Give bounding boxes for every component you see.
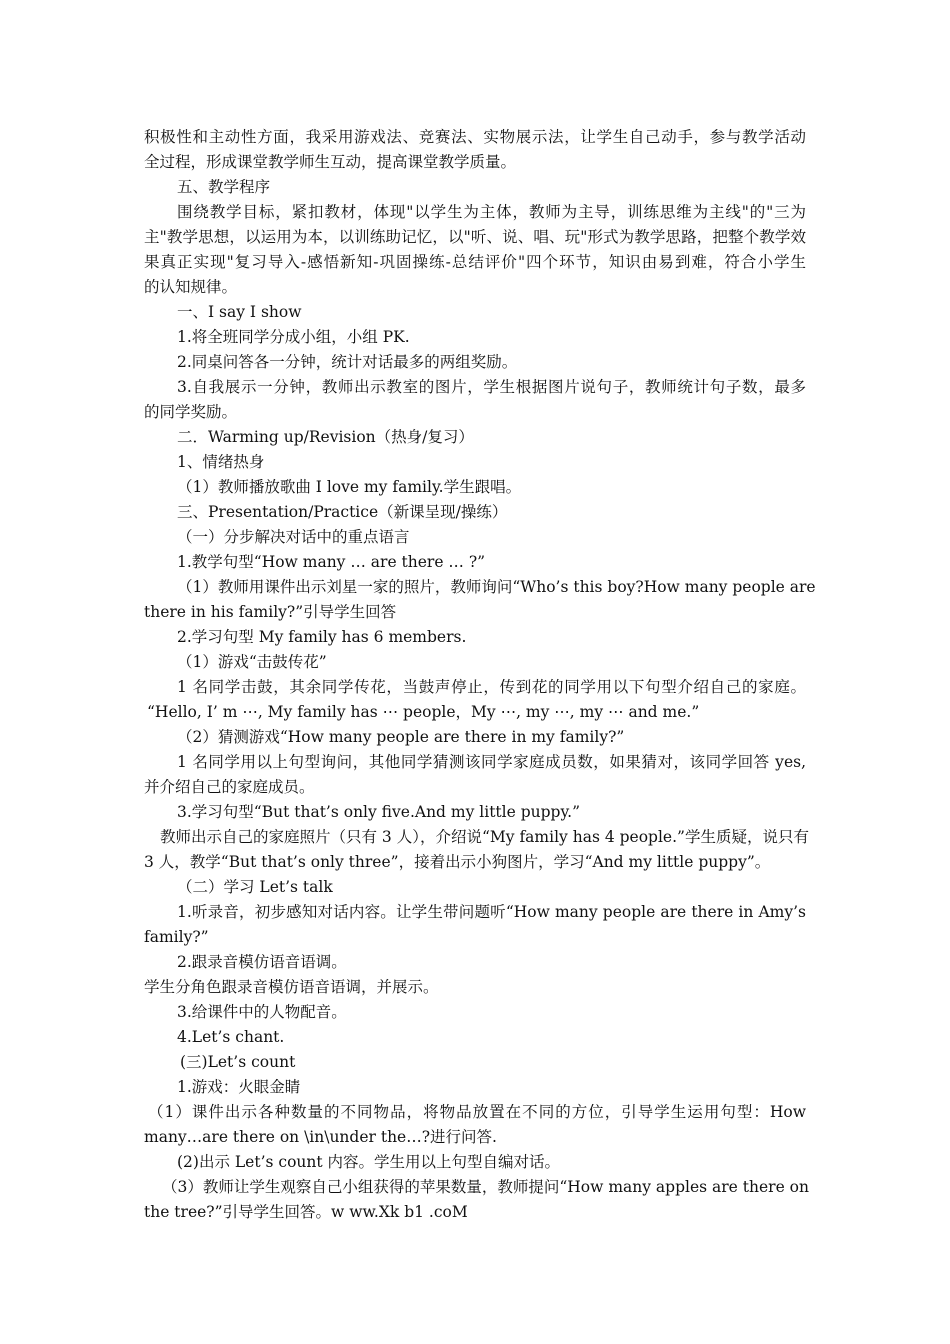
text-line: 1 名同学用以上句型询问，其他同学猜测该同学家庭成员数，如果猜对，该同学回答 yes, — [177, 753, 806, 771]
text-line: 围绕教学目标，紧扣教材，体现"以学生为主体，教师为主导，训练思维为主线"的"三为 — [177, 203, 806, 221]
text-line: 3 人，教学“But that’s only three”，接着出示小狗图片，学习“And my little puppy”。 — [144, 853, 771, 871]
text-line: 2.同桌问答各一分钟，统计对话最多的两组奖励。 — [177, 353, 518, 371]
text-line: 教师出示自己的家庭照片（只有 3 人），介绍说“My family has 4 people.”学生质疑，说只有 — [160, 828, 809, 846]
text-line: 3.学习句型“But that’s only five.And my little puppy.” — [177, 803, 581, 821]
text-line: （1）课件出示各种数量的不同物品，将物品放置在不同的方位，引导学生运用句型：How — [148, 1103, 806, 1121]
section-heading: 三、Presentation/Practice（新课呈现/操练） — [177, 503, 508, 521]
text-line: 全过程，形成课堂教学师生互动，提高课堂教学质量。 — [144, 153, 517, 171]
text-line: 4.Let’s chant. — [177, 1028, 285, 1046]
text-line: 1、情绪热身 — [177, 453, 265, 471]
text-line: （1）游戏“击鼓传花” — [177, 653, 327, 671]
text-line: there in his family?”引导学生回答 — [144, 603, 397, 621]
text-line: （3）教师让学生观察自己小组获得的苹果数量，教师提问“How many apples are there on — [162, 1178, 809, 1196]
text-line: （二）学习 Let’s talk — [177, 878, 333, 896]
text-line: (2)出示 Let’s count 内容。学生用以上句型自编对话。 — [177, 1153, 561, 1171]
text-line: 的认知规律。 — [144, 278, 238, 296]
text-line: 2.学习句型 My family has 6 members. — [177, 628, 467, 646]
text-line: many…are there on \in\under the…?进行问答. — [144, 1128, 497, 1146]
section-heading: 二．Warming up/Revision（热身/复习） — [177, 428, 474, 446]
text-line: 1.教学句型“How many … are there … ?” — [177, 553, 486, 571]
text-line: 1.听录音，初步感知对话内容。让学生带问题听“How many people are there in Amy’s — [177, 903, 806, 921]
text-line: （一）分步解决对话中的重点语言 — [177, 528, 410, 546]
section-heading: 五、教学程序 — [177, 178, 271, 196]
text-line: （2）猜测游戏“How many people are there in my family?” — [177, 728, 625, 746]
text-line: “Hello, I’ m ⋯, My family has ⋯ people，My ⋯, my ⋯, my ⋯ and me.” — [147, 703, 700, 721]
text-line: 3.给课件中的人物配音。 — [177, 1003, 347, 1021]
text-line: （1）教师播放歌曲 I love my family.学生跟唱。 — [177, 478, 522, 496]
text-line: 学生分角色跟录音模仿语音语调，并展示。 — [144, 978, 439, 996]
text-line: 3.自我展示一分钟，教师出示教室的图片，学生根据图片说句子，教师统计句子数，最多 — [177, 378, 806, 396]
text-line: the tree?”引导学生回答。w ww.Xk b1 .coM — [144, 1203, 468, 1221]
section-heading: (三)Let’s count — [180, 1053, 296, 1071]
text-line: 果真正实现"复习导入-感悟新知-巩固操练-总结评价"四个环节，知识由易到难，符合小学生 — [144, 253, 806, 271]
text-line: 主"教学思想，以运用为本，以训练助记忆，以"听、说、唱、玩"形式为教学思路，把整个教学效 — [144, 228, 806, 246]
text-line: 积极性和主动性方面，我采用游戏法、竞赛法、实物展示法，让学生自己动手，参与教学活动 — [144, 128, 806, 146]
text-line: 1 名同学击鼓，其余同学传花，当鼓声停止，传到花的同学用以下句型介绍自己的家庭。 — [177, 678, 806, 696]
text-line: family?” — [144, 928, 209, 946]
text-line: （1）教师用课件出示刘星一家的照片，教师询问“Who’s this boy?How many people are — [177, 578, 816, 596]
text-line: 的同学奖励。 — [144, 403, 238, 421]
text-line: 并介绍自己的家庭成员。 — [144, 778, 315, 796]
text-line: 1.游戏：火眼金睛 — [177, 1078, 301, 1096]
section-heading: 一、I say I show — [177, 303, 302, 321]
text-line: 1.将全班同学分成小组，小组 PK. — [177, 328, 410, 346]
text-line: 2.跟录音模仿语音语调。 — [177, 953, 347, 971]
